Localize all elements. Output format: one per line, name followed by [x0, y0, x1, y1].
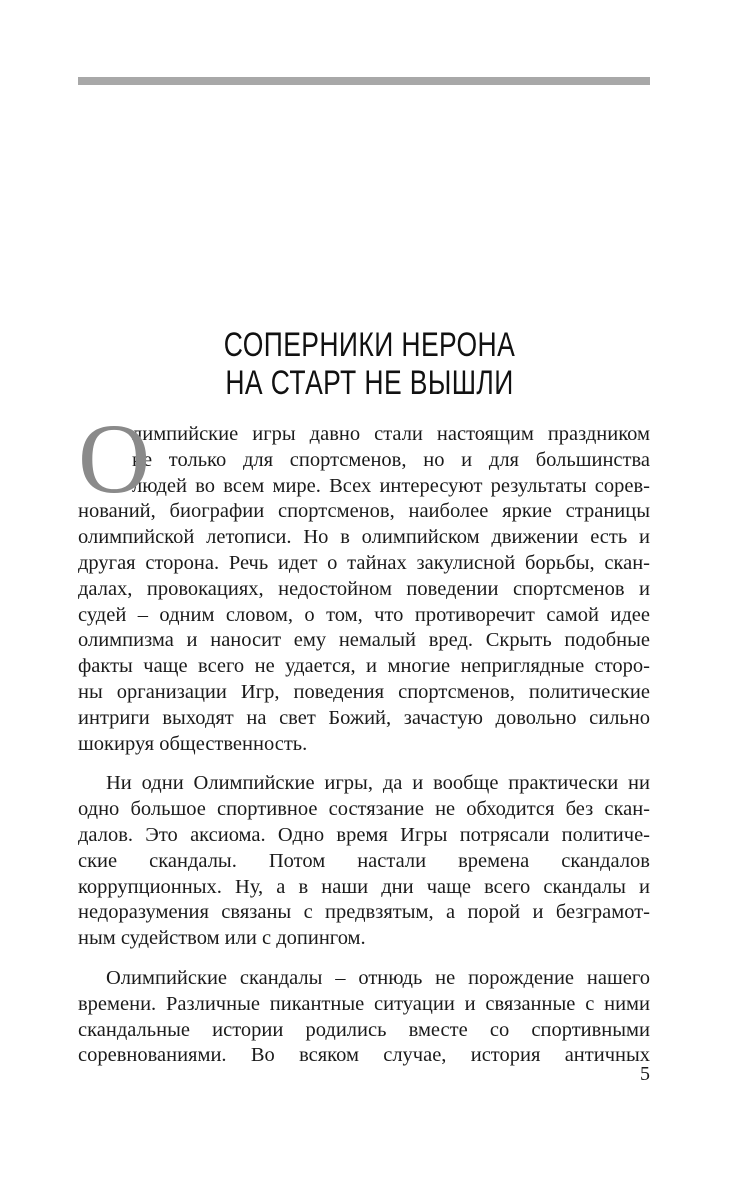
text-line: одно большое спортивное состязание не обходится без скан- [78, 798, 650, 821]
chapter-title [81, 326, 657, 402]
text-line: ские скандалы. Потом настали времена скандалов [78, 849, 650, 872]
text-line: олимпийской летописи. Но в олимпийском движении есть и [78, 526, 650, 549]
top-rule [78, 77, 650, 85]
text-line: другая сторона. Речь идет о тайнах закулисной борьбы, скан- [78, 551, 650, 574]
text-line: Ни одни Олимпийские игры, да и вообще практически ни [106, 772, 650, 795]
text-line: нований, биографии спортсменов, наиболее яркие страницы [78, 500, 650, 523]
text-line: Олимпийские скандалы – отнюдь не порождение нашего [106, 966, 650, 989]
text-line: далах, провокациях, недостойном поведении спортсменов и [78, 577, 650, 600]
text-line: времени. Различные пикантные ситуации и связанные с ними [78, 992, 650, 1015]
paragraph-3 [78, 966, 650, 1069]
text-line: людей во всем мире. Всех интересуют результаты сорев- [132, 474, 650, 497]
chapter-title-line-2: НА СТАРТ НЕ ВЫШЛИ [225, 364, 514, 402]
text-line: интриги выходят на свет Божий, зачастую довольно сильно [78, 706, 650, 729]
text-line: факты чаще всего не удается, и многие неприглядные сторо- [78, 655, 650, 678]
drop-cap: О [78, 403, 151, 514]
chapter-title-line-1: СОПЕРНИКИ НЕРОНА [223, 326, 516, 364]
text-line: ным судейством или с допингом. [78, 927, 366, 950]
text-line: шокируя общественность. [78, 732, 308, 755]
text-line: далов. Это аксиома. Одно время Игры потрясали политиче- [78, 823, 650, 846]
paragraph-2 [78, 771, 650, 952]
text-line: недоразумения связаны с предвзятым, а порой и безграмот- [78, 901, 650, 924]
text-line: судей – одним словом, о том, что противоречит самой идее [78, 603, 650, 626]
text-line: коррупционных. Ну, а в наши дни чаще всего скандалы и [78, 875, 650, 898]
text-line: скандальные истории родились вместе со спортивными [78, 1018, 650, 1041]
paragraph-1 [78, 422, 650, 757]
text-line: соревнованиями. Во всяком случае, история античных [78, 1044, 650, 1067]
text-line: олимпизма и наносит ему немалый вред. Скрыть подобные [78, 629, 650, 652]
text-line: лимпийские игры давно стали настоящим праздником [132, 423, 650, 445]
text-line: ны организации Игр, поведения спортсменов, политические [78, 680, 650, 703]
text-line: не только для спортсменов, но и для большинства [132, 448, 650, 471]
page-number: 5 [640, 1063, 650, 1085]
body-text [78, 403, 650, 1069]
